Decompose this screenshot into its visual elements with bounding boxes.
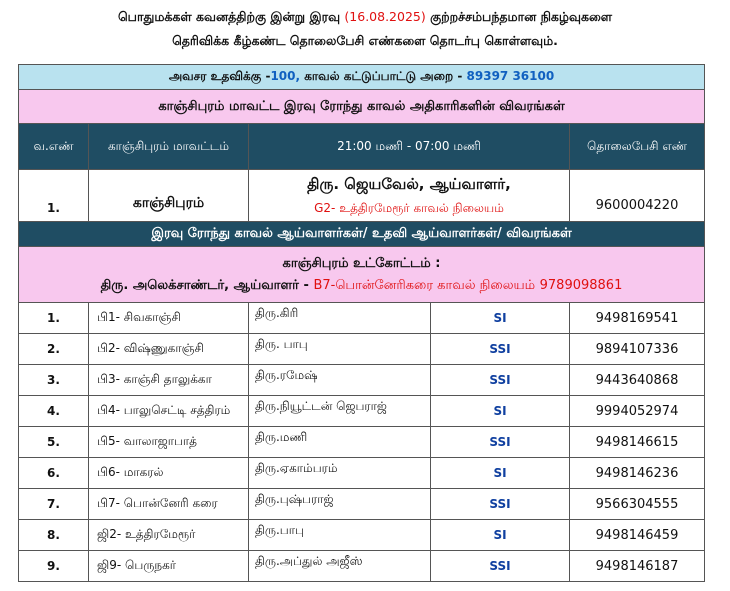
subdivision-station: B7-பொன்னேரிகரை காவல் நிலையம் bbox=[313, 277, 536, 293]
row-rank: SSI bbox=[431, 427, 570, 458]
header-sno: வ.எண் bbox=[19, 124, 89, 170]
intro-line-1 bbox=[0, 9, 730, 26]
row-officer-name: திரு.ரமேஷ் bbox=[249, 365, 431, 396]
row-officer-name: திரு.மணி bbox=[249, 427, 431, 458]
row-number: 4. bbox=[19, 396, 89, 427]
officer-sno: 1. bbox=[19, 170, 89, 222]
officer-details bbox=[249, 170, 570, 222]
table-row bbox=[19, 334, 705, 365]
row-officer-name: திரு.நியூட்டன் ஜெபராஜ் bbox=[249, 396, 431, 427]
table-row bbox=[19, 396, 705, 427]
subdivision-officer: திரு. அலெக்சாண்டர், ஆய்வாளர் - bbox=[100, 277, 309, 293]
control-room-number: 89397 36100 bbox=[466, 69, 555, 83]
row-number: 6. bbox=[19, 458, 89, 489]
row-number: 2. bbox=[19, 334, 89, 365]
subdivision-block bbox=[19, 247, 705, 303]
officer-phone: 9600004220 bbox=[570, 170, 705, 222]
row-officer-name: திரு. பாபு bbox=[249, 334, 431, 365]
row-station: ஜி2- உத்திரமேரூர் bbox=[89, 520, 249, 551]
intro-text: பொதுமக்கள் கவனத்திற்கு இன்று இரவு bbox=[117, 9, 341, 24]
header-district: காஞ்சிபுரம் மாவட்டம் bbox=[89, 124, 249, 170]
patrol-table bbox=[18, 64, 705, 582]
row-phone: 9498146615 bbox=[570, 427, 705, 458]
row-number: 7. bbox=[19, 489, 89, 520]
row-station: பி2- விஷ்ணுகாஞ்சி bbox=[89, 334, 249, 365]
table-row bbox=[19, 427, 705, 458]
intro-text: குற்றச்சம்பந்தமான நிகழ்வுகளை bbox=[430, 9, 613, 24]
row-officer-name: திரு.புஷ்பராஜ் bbox=[249, 489, 431, 520]
row-officer-name: திரு.கிரி bbox=[249, 303, 431, 334]
row-phone: 9443640868 bbox=[570, 365, 705, 396]
row-rank: SI bbox=[431, 458, 570, 489]
row-station: பி6- மாகரல் bbox=[89, 458, 249, 489]
row-number: 5. bbox=[19, 427, 89, 458]
row-number: 1. bbox=[19, 303, 89, 334]
row-station: பி4- பாலுசெட்டி சத்திரம் bbox=[89, 396, 249, 427]
table-row bbox=[19, 551, 705, 582]
subdivision-phone: 9789098861 bbox=[539, 277, 623, 293]
row-rank: SSI bbox=[431, 365, 570, 396]
intro-line-2: தெரிவிக்க கீழ்கண்ட தொலைபேசி எண்களை தொடர்பு கொள்ளவும். bbox=[172, 33, 558, 48]
row-rank: SSI bbox=[431, 551, 570, 582]
table-row bbox=[19, 520, 705, 551]
row-rank: SSI bbox=[431, 334, 570, 365]
table-row bbox=[19, 458, 705, 489]
row-station: பி7- பொன்னேரி கரை bbox=[89, 489, 249, 520]
row-phone: 9894107336 bbox=[570, 334, 705, 365]
row-phone: 9498146187 bbox=[570, 551, 705, 582]
row-rank: SSI bbox=[431, 489, 570, 520]
table-row bbox=[19, 303, 705, 334]
row-rank: SI bbox=[431, 520, 570, 551]
row-officer-name: திரு.பாபு bbox=[249, 520, 431, 551]
header-time: 21:00 மணி - 07:00 மணி bbox=[249, 124, 570, 170]
row-phone: 9566304555 bbox=[570, 489, 705, 520]
row-officer-name: திரு.அப்துல் அஜீஸ் bbox=[249, 551, 431, 582]
row-phone: 9994052974 bbox=[570, 396, 705, 427]
row-phone: 9498169541 bbox=[570, 303, 705, 334]
row-number: 3. bbox=[19, 365, 89, 396]
row-station: பி1- சிவகாஞ்சி bbox=[89, 303, 249, 334]
row-officer-name: திரு.ஏகாம்பரம் bbox=[249, 458, 431, 489]
officer-district: காஞ்சிபுரம் bbox=[89, 170, 249, 222]
row-rank: SI bbox=[431, 303, 570, 334]
subdivision-title: காஞ்சிபுரம் உட்கோட்டம் : bbox=[282, 255, 441, 271]
table-row bbox=[19, 365, 705, 396]
row-phone: 9498146459 bbox=[570, 520, 705, 551]
intro-date: (16.08.2025) bbox=[344, 9, 426, 24]
row-station: ஜி9- பெருநகர் bbox=[89, 551, 249, 582]
row-station: பி3- காஞ்சி தாலுக்கா bbox=[89, 365, 249, 396]
table-title: காஞ்சிபுரம் மாவட்ட இரவு ரோந்து காவல் அதிகாரிகளின் விவரங்கள் bbox=[19, 90, 705, 124]
table-row bbox=[19, 489, 705, 520]
officer-name: திரு. ஜெயவேல், ஆய்வாளர், bbox=[307, 174, 511, 193]
officer-row bbox=[19, 170, 705, 222]
row-number: 8. bbox=[19, 520, 89, 551]
row-number: 9. bbox=[19, 551, 89, 582]
inspectors-heading: இரவு ரோந்து காவல் ஆய்வாளர்கள்/ உதவி ஆய்வாளர்கள்/ விவரங்கள் bbox=[19, 222, 705, 247]
header-phone: தொலைபேசி எண் bbox=[570, 124, 705, 170]
row-phone: 9498146236 bbox=[570, 458, 705, 489]
row-station: பி5- வாலாஜாபாத் bbox=[89, 427, 249, 458]
officer-station: G2- உத்திரமேரூர் காவல் நிலையம் bbox=[314, 200, 504, 215]
emergency-number: 100, bbox=[270, 69, 301, 83]
emergency-banner: அவசர உதவிக்கு -100, காவல் கட்டுப்பாட்டு அறை - 89397 36100 bbox=[19, 65, 705, 90]
row-rank: SI bbox=[431, 396, 570, 427]
